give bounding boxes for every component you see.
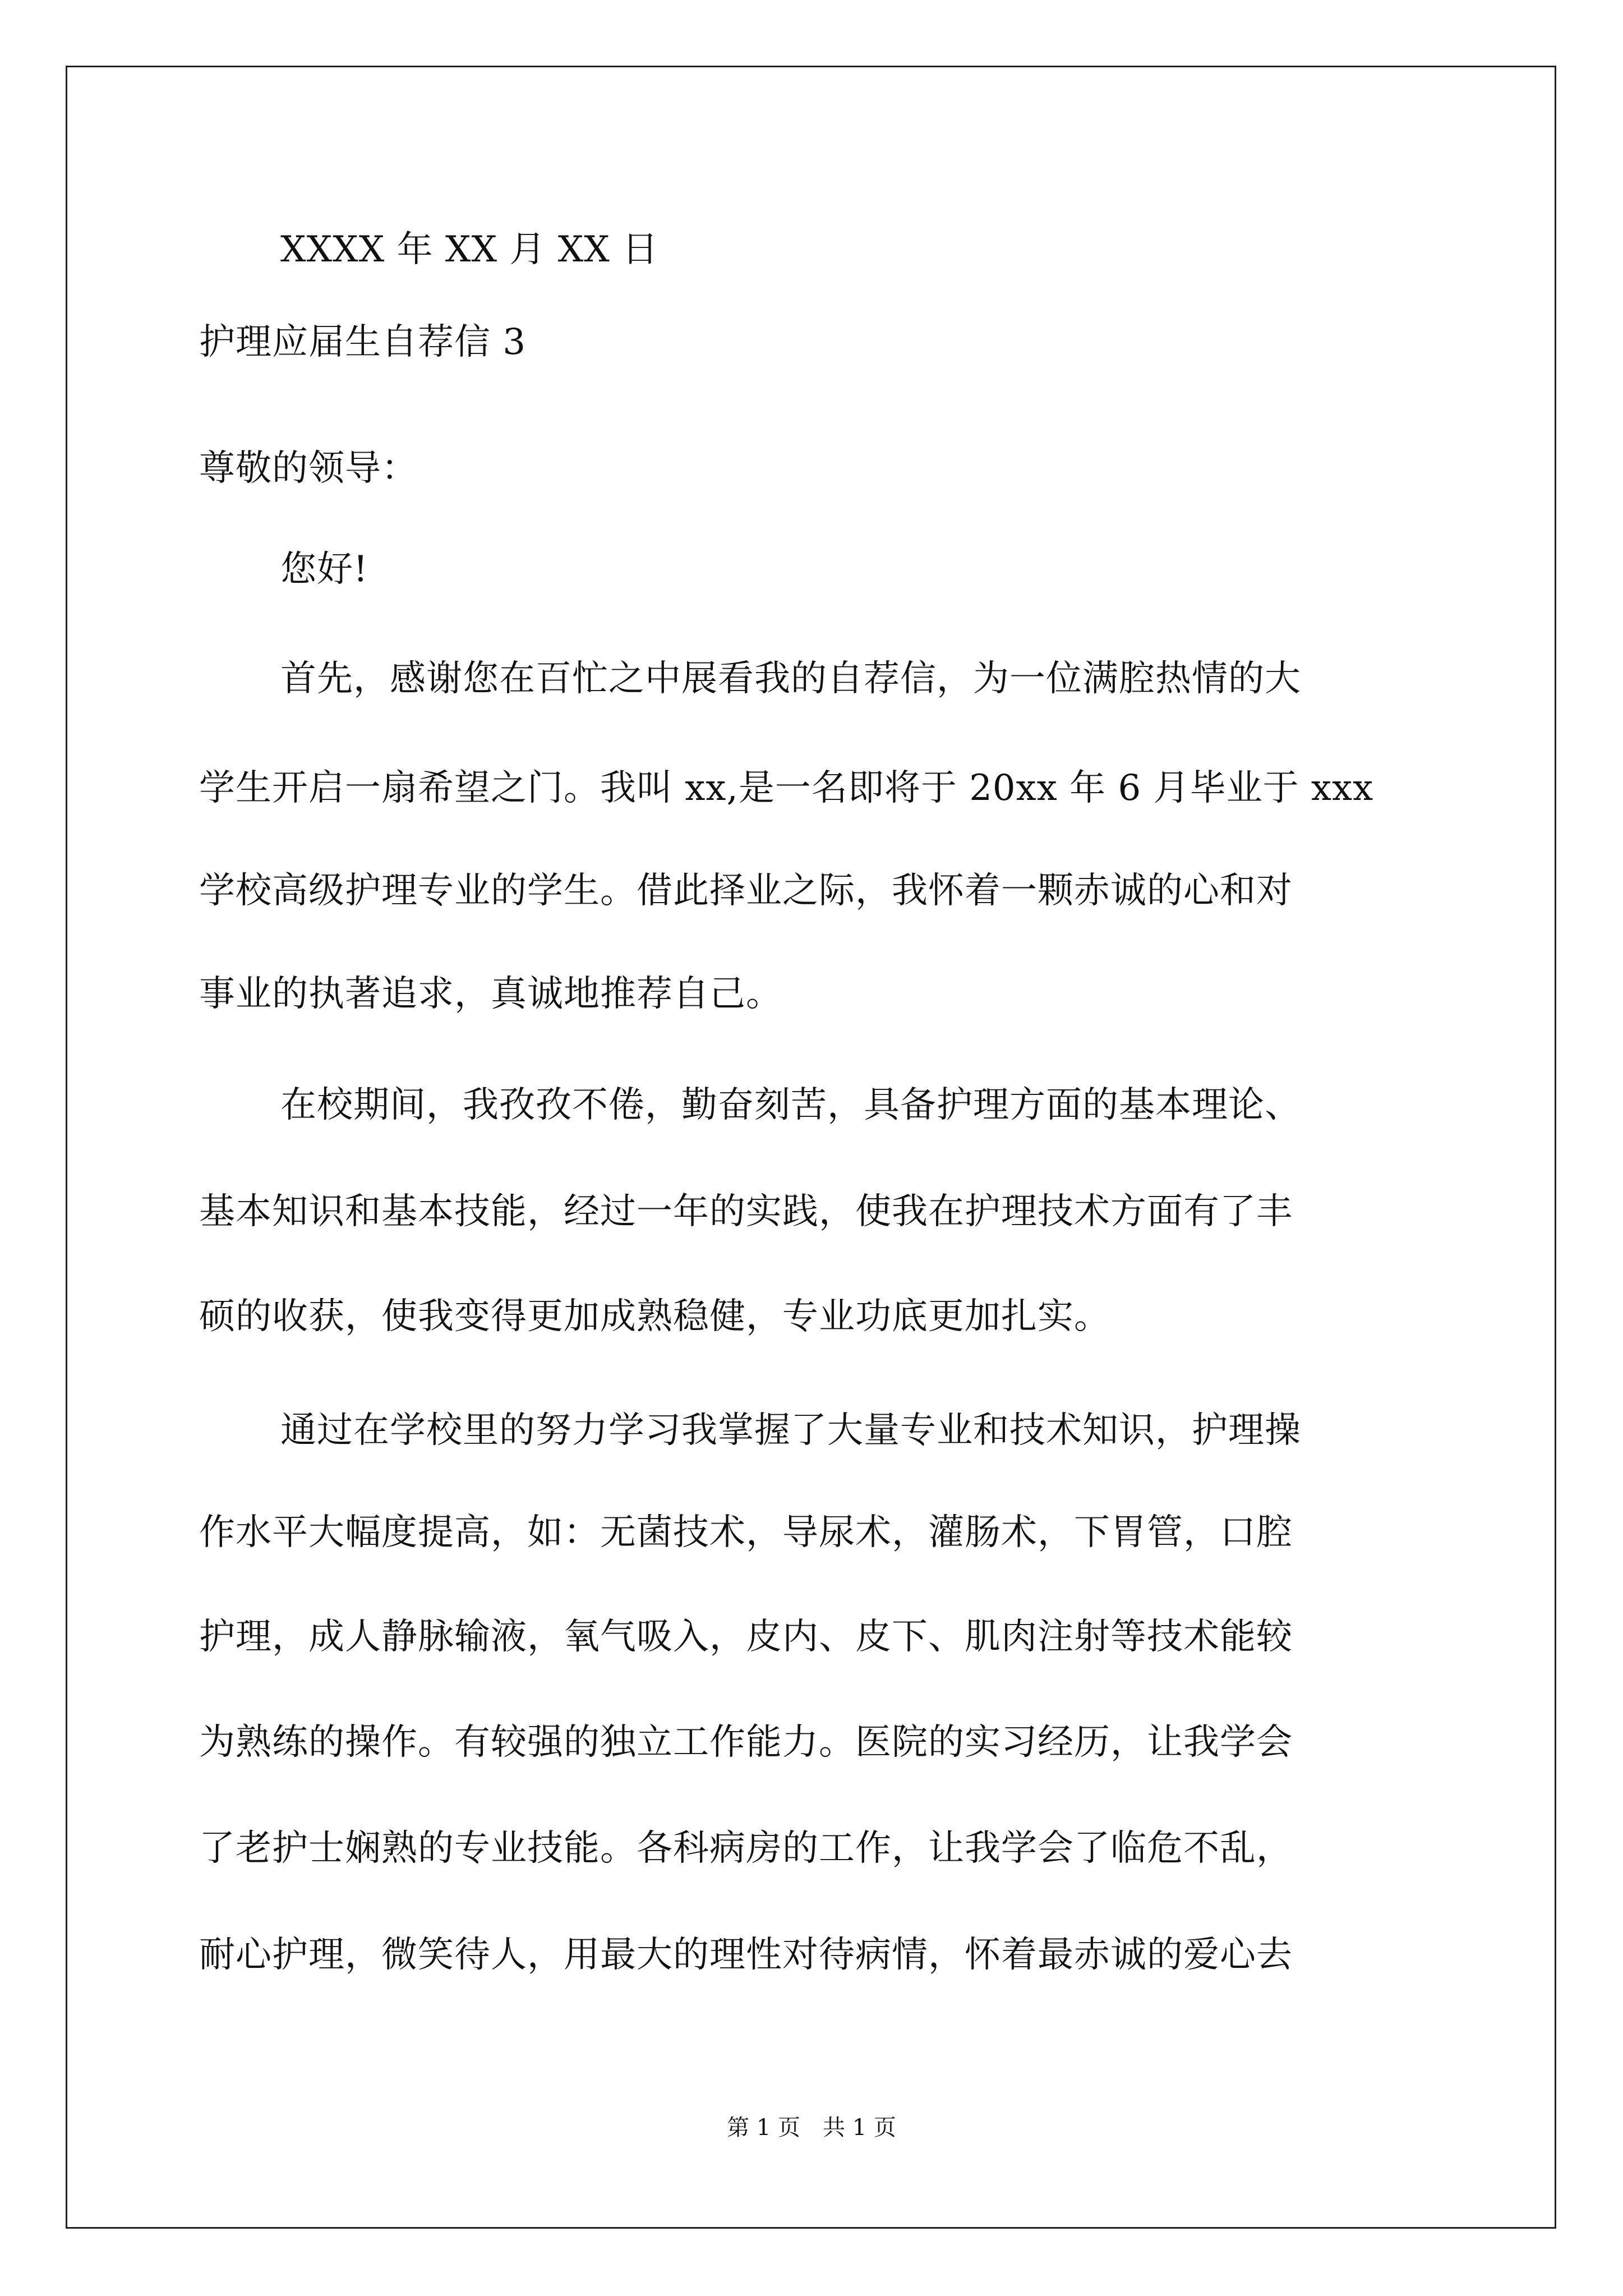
body-line: 在校期间，我孜孜不倦，勤奋刻苦，具备护理方面的基本理论、	[280, 1084, 1301, 1126]
body-line: 耐心护理，微笑待人，用最大的理性对待病情，怀着最赤诚的爱心去	[199, 1934, 1293, 1976]
body-line: 硕的收获，使我变得更加成熟稳健，专业功底更加扎实。	[199, 1296, 1110, 1337]
body-line: 学校高级护理专业的学生。借此择业之际，我怀着一颗赤诚的心和对	[199, 870, 1293, 912]
body-line: 事业的执著追求，真诚地推荐自己。	[199, 973, 782, 1015]
letter-title: 护理应届生自荐信 3	[199, 321, 527, 363]
date-line: XXXX 年 XX 月 XX 日	[280, 229, 659, 270]
body-line: 作水平大幅度提高，如：无菌技术，导尿术，灌肠术，下胃管，口腔	[199, 1512, 1293, 1553]
body-line: 通过在学校里的努力学习我掌握了大量专业和技术知识，护理操	[280, 1410, 1301, 1451]
body-line: 学生开启一扇希望之门。我叫 xx,是一名即将于 20xx 年 6 月毕业于 xxx	[199, 767, 1374, 809]
salutation: 尊敬的领导：	[199, 448, 418, 489]
body-line: 为熟练的操作。有较强的独立工作能力。医院的实习经历，让我学会	[199, 1722, 1293, 1763]
body-line: 基本知识和基本技能，经过一年的实践，使我在护理技术方面有了丰	[199, 1191, 1293, 1232]
body-line: 护理，成人静脉输液，氧气吸入，皮内、皮下、肌肉注射等技术能较	[199, 1616, 1293, 1658]
body-line: 了老护士娴熟的专业技能。各科病房的工作，让我学会了临危不乱，	[199, 1828, 1293, 1869]
body-line: 首先，感谢您在百忙之中展看我的自荐信，为一位满腔热情的大	[280, 658, 1301, 700]
page-border	[66, 66, 1556, 2229]
page-footer: 第 1 页 共 1 页	[727, 2115, 896, 2141]
greeting: 您好!	[280, 549, 368, 590]
